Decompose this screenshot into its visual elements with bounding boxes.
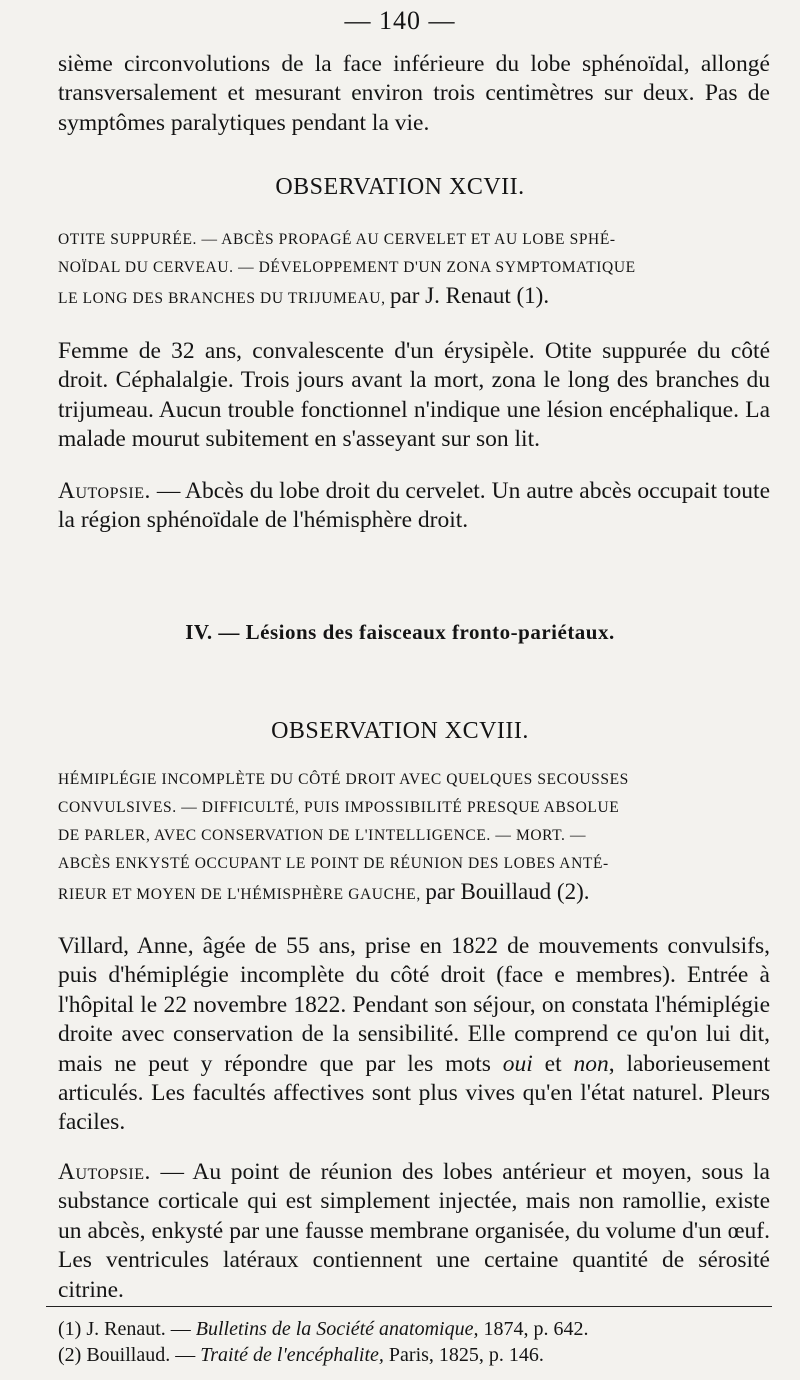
autopsy-text: — Au point de réunion des lobes antérieur et moyen, sous la substance corticale qui est simplement injectée, mais non ramollie, existe un abcès, enkysté par une fausse membrane organisée, du volume d'un œuf. Les ventricules latéraux contiennent une certaine quantité de sérosité citrine. xyxy=(58,1159,770,1303)
footnote-title: Bulletins de la Société anatomique, xyxy=(195,1318,479,1340)
observation-98-header-line: ABCÈS ENKYSTÉ OCCUPANT LE POINT DE RÉUNION DES LOBES ANTÉ- xyxy=(58,855,609,872)
footnote-ref-detail: Paris, 1825, p. 146. xyxy=(383,1344,544,1366)
autopsy-text: — Abcès du lobe droit du cervelet. Un autre abcès occupait toute la région sphénoïdale de l'hémisphère droit. xyxy=(58,478,770,534)
observation-97-author: par J. Renaut (1). xyxy=(390,283,550,308)
observation-98-author: par Bouillaud (2). xyxy=(425,879,590,904)
footnote-rule xyxy=(46,1306,772,1307)
observation-97-header-line: NOÏDAL DU CERVEAU. — DÉVELOPPEMENT D'UN ZONA SYMPTOMATIQUE xyxy=(58,259,636,276)
observation-97-paragraph: Femme de 32 ans, convalescente d'un érysipèle. Otite suppurée du côté droit. Céphalalgie. Trois jours avant la mort, zona le long des branches du trijumeau. Aucun trouble fonctionnel n'indique une lésion encéphalique. La malade mourut subitement en s'asseyant sur son lit. xyxy=(58,338,770,453)
paragraph-text: et xyxy=(532,1050,574,1077)
observation-97-autopsy xyxy=(58,477,770,536)
observation-98-header xyxy=(58,766,770,909)
page-number: — 140 — xyxy=(344,6,456,35)
observation-97-header xyxy=(58,226,770,313)
observation-97-header-line: OTITE SUPPURÉE. — ABCÈS PROPAGÉ AU CERVELET ET AU LOBE SPHÉ- xyxy=(58,231,616,248)
footnotes xyxy=(58,1316,770,1368)
observation-98-header-text: RIEUR ET MOYEN DE L'HÉMISPHÈRE GAUCHE, xyxy=(58,886,421,903)
intro-paragraph: sième circonvolutions de la face inférieure du lobe sphénoïdal, allongé transversalement et mesurant environ trois centimètres sur deux. Pas de symptômes paralytiques pendant la vie. xyxy=(58,51,770,136)
footnote-2 xyxy=(58,1342,770,1368)
observation-97-header-line xyxy=(58,282,770,313)
footnote-ref-detail: 1874, p. 642. xyxy=(478,1318,589,1340)
paragraph-text: , laborieusement articulés. Les facultés affectives sont plus vives qu'en l'état naturel. Pleurs faciles. xyxy=(58,1050,771,1136)
observation-98-autopsy xyxy=(58,1158,770,1305)
observation-98-header-line: CONVULSIVES. — DIFFICULTÉ, PUIS IMPOSSIBILITÉ PRESQUE ABSOLUE xyxy=(58,799,620,816)
observation-97-header-text: LE LONG DES BRANCHES DU TRIJUMEAU, xyxy=(58,290,386,307)
autopsy-label: Autopsie. xyxy=(58,478,151,504)
paragraph-text: Villard, Anne, âgée de 55 ans, prise en 1822 de mouvements convulsifs, puis d'hémiplégie incomplète du côté droit (face e membres). Entrée à l'hôpital le 22 novembre 1822. Pendant son séjour, on constata l'hémiplégie droite avec conservation de la sensibilité. Elle comprend ce qu'on lui dit, mais ne peut y répondre que par les mots xyxy=(58,933,770,1077)
observation-98-header-line: DE PARLER, AVEC CONSERVATION DE L'INTELLIGENCE. — MORT. — xyxy=(58,827,587,844)
observation-98-paragraph xyxy=(58,932,770,1138)
autopsy-label: Autopsie. xyxy=(58,1159,151,1185)
footnote-ref: (1) J. Renaut. — xyxy=(58,1318,196,1340)
footnote-ref: (2) Bouillaud. — xyxy=(58,1344,201,1366)
observation-98-header-line xyxy=(58,878,770,909)
footnote-title: Traité de l'encéphalite, xyxy=(200,1344,384,1366)
observation-98-header-line: HÉMIPLÉGIE INCOMPLÈTE DU CÔTÉ DROIT AVEC QUELQUES SECOUSSES xyxy=(58,771,629,788)
observation-97-title: OBSERVATION XCVII. xyxy=(275,174,525,200)
paragraph-italic: non xyxy=(573,1050,609,1077)
observation-98-title: OBSERVATION XCVIII. xyxy=(271,718,529,744)
section-heading: IV. — Lésions des faisceaux fronto-pariétaux. xyxy=(185,620,615,644)
paragraph-italic: oui xyxy=(502,1050,533,1077)
footnote-1 xyxy=(58,1316,770,1342)
